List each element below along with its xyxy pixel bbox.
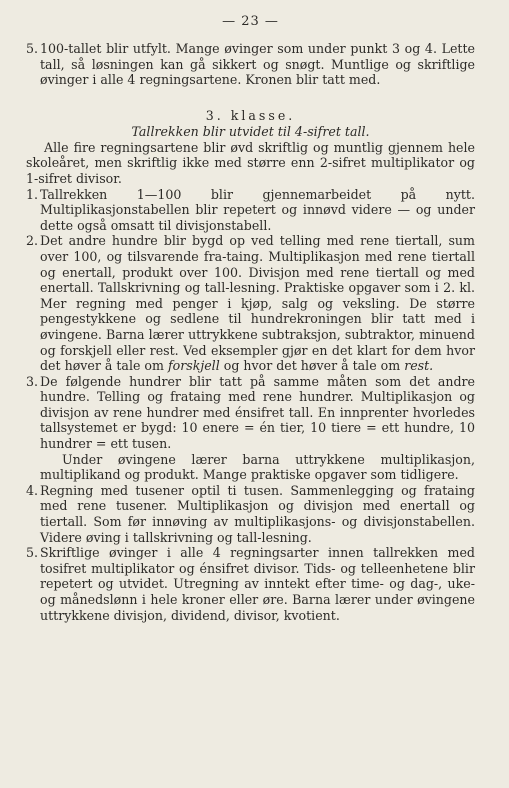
item-number: 5. — [26, 545, 39, 561]
item-text-part: Det andre hundre blir bygd op ved telling med rene tiertall, sum over 100, og tilsvarende fra-taing. Multiplikasjon med rene tiertall og enertall, produkt over 100. Divisjon med rene tiertall og med enertall. Tallskrivning og tall-lesning. Praktiske opgaver som i 2. kl. Mer regning med penger i kjøp, salg og veksling. De større pengestykkene og sedlene til hundrekroningen blir tatt med i øvingene. Barna lærer uttrykkene subtraksjon, subtraktor, minuend og forskjell eller rest. Ved eksempler gjør en det klart for dem hvor det høver å tale om — [40, 233, 475, 374]
item-text: 100-tallet blir utfylt. Mange øvinger som under punkt 3 og 4. Lette tall, så løsningen kan gå sikkert og snøgt. Muntlige og skriftlige øvinger i alle 4 regningsartene. Kronen blir tatt med. — [40, 41, 475, 88]
list-item — [26, 41, 475, 88]
item-text: Tallrekken 1—100 blir gjennemarbeidet på nytt. Multiplikasjonstabellen blir repetert og innøvd videre — og under dette også omsatt til divisjonstabell. — [40, 186, 475, 233]
intro-paragraph: Alle fire regningsartene blir øvd skriftlig og muntlig gjennem hele skoleåret, men skriftlig ikke med større enn 2-sifret multiplikator og 1-sifret divisor. — [26, 139, 475, 186]
section-heading: 3. klasse. — [205, 107, 296, 123]
item-text: Skriftlige øvinger i alle 4 regningsarter innen tallrekken med tosifret multiplikator og énsifret divisor. Tids- og telleenhetene blir repetert og utvidet. Utregning av inntekt efter time- og dag-, uke- og månedslønn i hele kroner eller øre. Barna lærer under øvingene uttrykkene divisjon, dividend, divisor, kvotient. — [40, 545, 475, 623]
item-text-continuation: Under øvingene lærer barna uttrykkene multiplikasjon, multiplikand og produkt. Mange praktiske opgaver som tidligere. — [40, 451, 475, 483]
page-number: — 23 — — [222, 14, 279, 29]
item-number: 2. — [26, 233, 39, 249]
item-number: 1. — [26, 186, 39, 202]
item-text-part: De følgende hundrer blir tatt på samme måten som det andre hundre. Telling og frataing med rene hundrer. Multiplikasjon og divisjon av rene hundrer med énsifret tall. En innprenter hvorledes tallsystemet er bygd: 10 enere = én tier, 10 tiere = ett hundre, 10 hundrer = ett tusen. — [40, 373, 475, 452]
item-text: Regning med tusener optil ti tusen. Sammenlegging og frataing med rene tusener. Multiplikasjon og divisjon med enertall og tiertall. Som før innøving av multiplikasjons- og divisjonstabellen. Videre øving i tallskrivning og tall-lesning. — [40, 482, 475, 545]
item-number: 5. — [26, 41, 39, 56]
list-item — [26, 545, 475, 623]
item-text — [40, 233, 475, 373]
list-item — [26, 483, 475, 545]
item-text — [40, 374, 475, 483]
list-item — [26, 233, 475, 373]
item-text-part: og hvor det høver å tale om — [219, 358, 405, 374]
section-subheading: Tallrekken blir utvidet til 4-sifret tall. — [131, 123, 370, 139]
item-number: 4. — [26, 482, 39, 498]
list-item — [26, 187, 475, 234]
emphasis-forskjell: forskjell — [167, 358, 220, 374]
emphasis-rest: rest. — [404, 358, 434, 374]
list-item — [26, 374, 475, 483]
item-number: 3. — [26, 373, 39, 389]
